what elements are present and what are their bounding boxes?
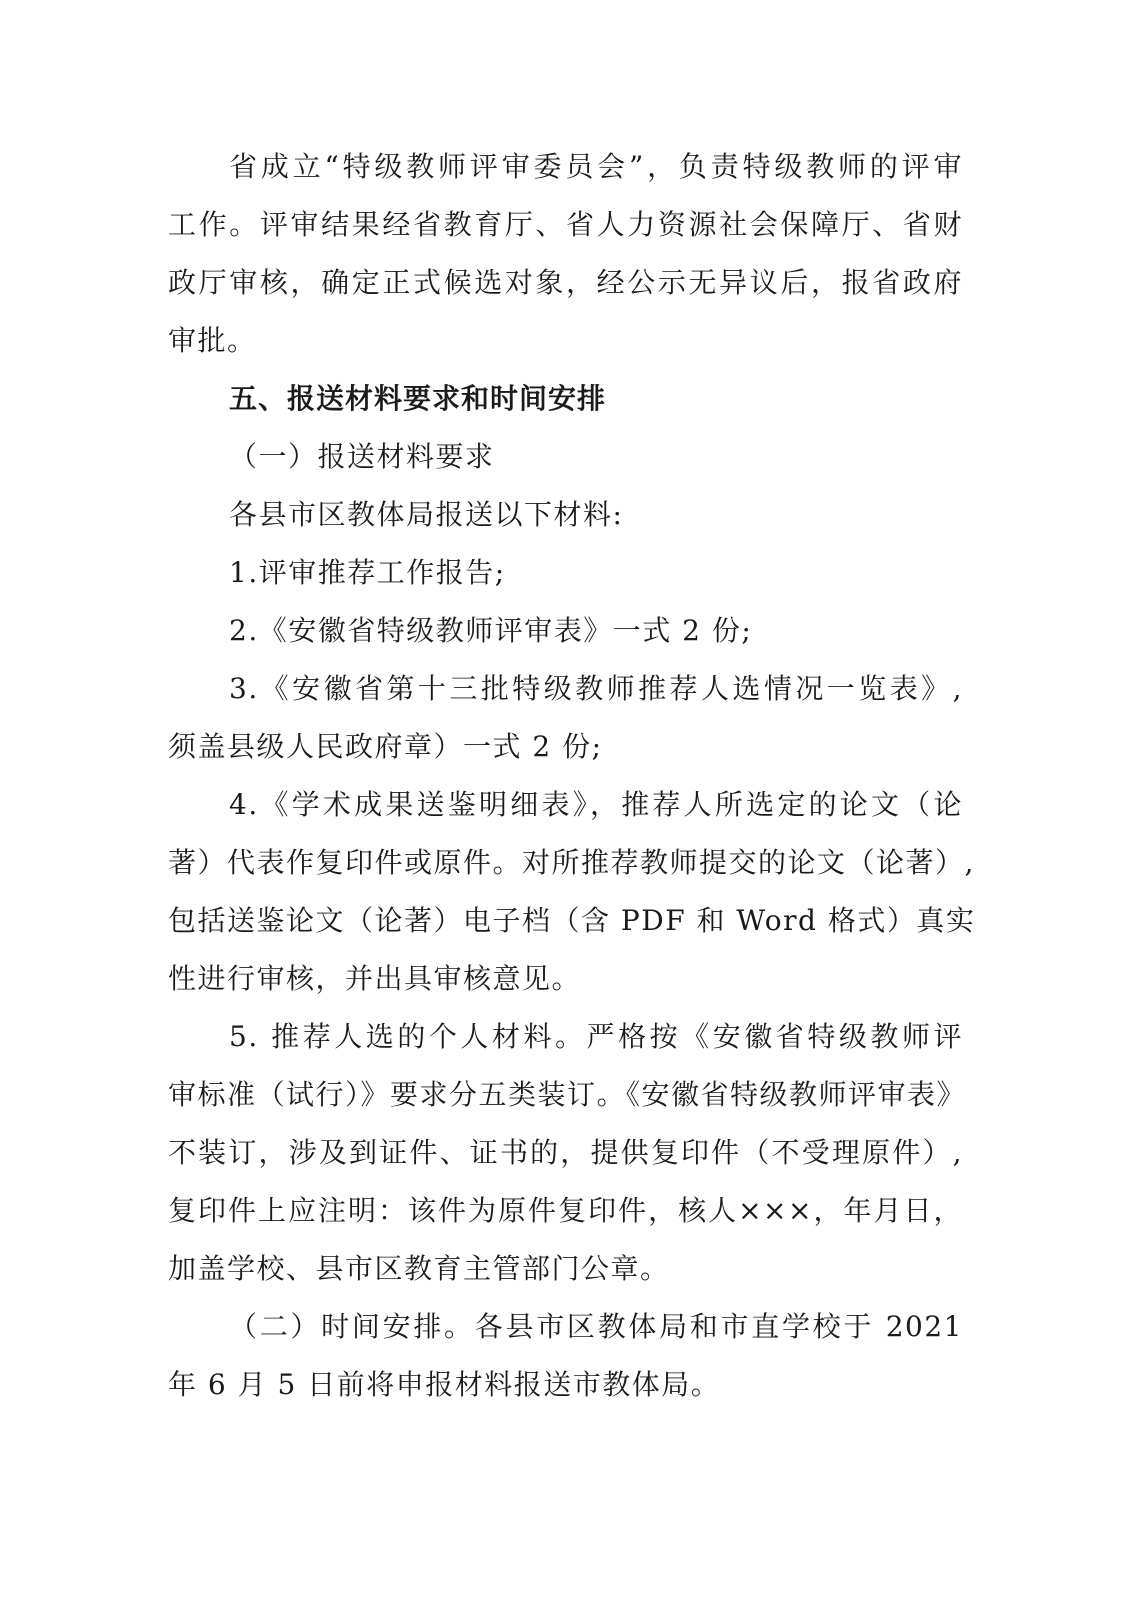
list-item: 5. 推荐人选的个人材料。严格按《安徽省特级教师评	[229, 1020, 963, 1053]
list-item: 4.《学术成果送鉴明细表》，推荐人所选定的论文（论	[229, 788, 963, 821]
list-item-continuation: 性进行审核，并出具审核意见。	[168, 962, 582, 995]
list-item-continuation: 加盖学校、县市区教育主管部门公章。	[168, 1252, 670, 1285]
list-item-continuation: 不装订，涉及到证件、证书的，提供复印件（不受理原件）,	[168, 1136, 963, 1169]
paragraph-line: 年 6 月 5 日前将申报材料报送市教体局。	[168, 1368, 721, 1401]
list-item: 2.《安徽省特级教师评审表》一式 2 份;	[229, 614, 753, 647]
document-page	[168, 138, 976, 1414]
list-item: 3.《安徽省第十三批特级教师推荐人选情况一览表》,	[229, 672, 963, 705]
subsection-heading: （一）报送材料要求	[229, 440, 495, 473]
list-item: 1.评审推荐工作报告;	[229, 556, 506, 589]
list-item-continuation: 包括送鉴论文（论著）电子档（含 PDF 和 Word 格式）真实	[168, 904, 976, 937]
subsection-heading: （二）时间安排。各县市区教体局和市直学校于 2021	[229, 1310, 963, 1343]
list-item-continuation: 复印件上应注明：该件为原件复印件，核人×××，年月日，	[168, 1194, 963, 1227]
paragraph-line: 各县市区教体局报送以下材料:	[229, 498, 624, 531]
list-item-continuation: 著）代表作复印件或原件。对所推荐教师提交的论文（论著）,	[168, 846, 975, 879]
paragraph-line: 工作。评审结果经省教育厅、省人力资源社会保障厅、省财	[168, 208, 963, 241]
section-heading: 五、报送材料要求和时间安排	[229, 382, 607, 415]
paragraph-line: 省成立“特级教师评审委员会”，负责特级教师的评审	[229, 150, 963, 183]
paragraph-line: 审批。	[168, 324, 257, 357]
list-item-continuation: 须盖县级人民政府章）一式 2 份;	[168, 730, 603, 763]
list-item-continuation: 审标准（试行）》要求分五类装订。《安徽省特级教师评审表》	[168, 1078, 967, 1111]
paragraph-line: 政厅审核，确定正式候选对象，经公示无异议后，报省政府	[168, 266, 963, 299]
